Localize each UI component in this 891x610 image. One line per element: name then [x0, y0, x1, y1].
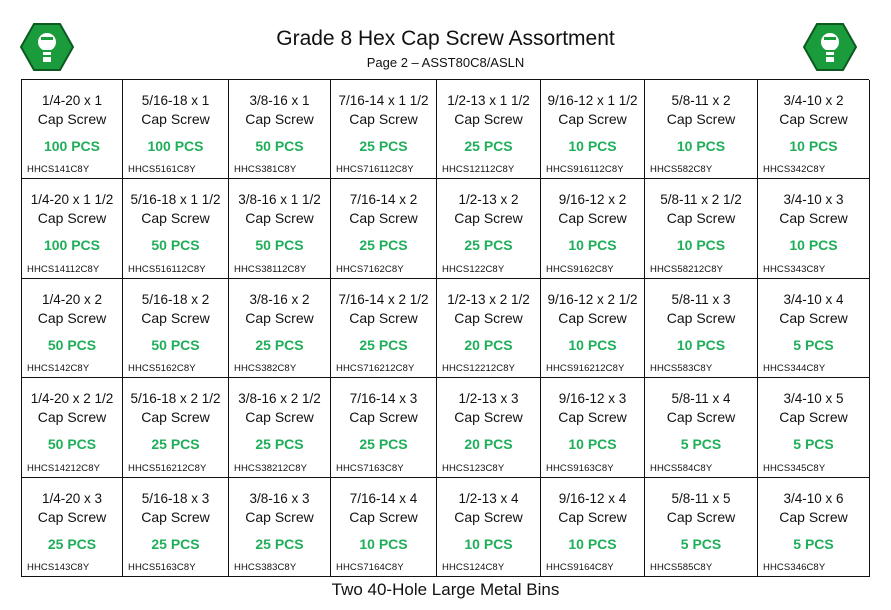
bin-quantity: 10 PCS: [568, 237, 617, 254]
bin-cell: [331, 80, 437, 179]
bin-type: Cap Screw: [454, 309, 523, 326]
bin-quantity: 25 PCS: [255, 535, 304, 552]
bin-quantity: 100 PCS: [43, 237, 101, 254]
bin-type: Cap Screw: [37, 111, 107, 127]
bin-part-number: HHCS9164C8Y: [546, 562, 614, 573]
bin-cell: [541, 80, 645, 179]
bin-size: 5/8-11 x 4: [671, 391, 731, 407]
bin-size: 3/8-16 x 1: [249, 93, 310, 108]
bin-type: Cap Screw: [558, 111, 627, 127]
bin-part-number: HHCS343C8Y: [763, 263, 826, 275]
bin-part-number: HHCS584C8Y: [650, 462, 713, 474]
bin-quantity: 10 PCS: [568, 138, 617, 154]
bin-size: 1/4-20 x 1: [41, 93, 103, 108]
bin-part-number: HHCS916112C8Y: [546, 164, 624, 176]
bin-type: Cap Screw: [141, 508, 210, 525]
bin-type: Cap Screw: [779, 309, 848, 326]
bin-quantity: 10 PCS: [676, 138, 726, 154]
bin-size: 3/8-16 x 2 1/2: [238, 391, 321, 407]
bin-cell: [123, 478, 229, 577]
bin-part-number: HHCS516112C8Y: [128, 263, 206, 275]
bin-part-number: HHCS9162C8Y: [546, 263, 614, 275]
bin-type: Cap Screw: [666, 210, 736, 227]
bin-quantity: 10 PCS: [676, 237, 726, 254]
bin-quantity: 25 PCS: [151, 436, 200, 453]
bin-cell: [22, 279, 123, 378]
bin-part-number: HHCS7163C8Y: [336, 462, 404, 474]
bin-size: 3/4-10 x 5: [783, 391, 844, 407]
bin-cell: [22, 80, 123, 179]
bin-cell: [229, 279, 331, 378]
bin-type: Cap Screw: [37, 409, 107, 426]
bin-quantity: 50 PCS: [255, 138, 304, 154]
bin-type: Cap Screw: [558, 409, 627, 426]
bin-type: Cap Screw: [779, 508, 848, 525]
bin-part-number: HHCS5162C8Y: [128, 363, 196, 375]
bin-cell: [331, 378, 437, 477]
bin-type: Cap Screw: [779, 111, 848, 127]
bin-cell: [437, 279, 541, 378]
bin-cell: [123, 279, 229, 378]
bin-type: Cap Screw: [141, 111, 210, 127]
bin-quantity: 10 PCS: [359, 535, 408, 552]
bin-size: 9/16-12 x 3: [558, 391, 627, 407]
bin-quantity: 5 PCS: [793, 535, 834, 552]
bin-part-number: HHCS124C8Y: [442, 562, 505, 573]
bin-cell: [437, 378, 541, 477]
bin-quantity: 20 PCS: [464, 336, 513, 353]
bin-type: Cap Screw: [37, 309, 107, 326]
bin-type: Cap Screw: [454, 111, 523, 127]
bin-size: 3/4-10 x 2: [783, 93, 844, 108]
bin-type: Cap Screw: [666, 309, 736, 326]
bin-cell: [22, 378, 123, 477]
bin-type: Cap Screw: [349, 508, 418, 525]
bin-cell: [758, 478, 870, 577]
bin-type: Cap Screw: [141, 409, 210, 426]
bin-quantity: 5 PCS: [793, 436, 834, 453]
bin-size: 5/8-11 x 5: [671, 490, 731, 506]
bin-size: 7/16-14 x 1 1/2: [338, 93, 429, 108]
bin-size: 7/16-14 x 4: [349, 490, 418, 506]
footer-caption: Two 40-Hole Large Metal Bins: [331, 580, 560, 599]
bin-size: 9/16-12 x 4: [558, 490, 627, 506]
bin-part-number: HHCS583C8Y: [650, 363, 713, 375]
bin-size: 1/2-13 x 3: [458, 391, 519, 407]
bin-size: 1/2-13 x 4: [458, 490, 519, 506]
bin-part-number: HHCS12212C8Y: [442, 363, 516, 375]
bin-part-number: HHCS12112C8Y: [442, 164, 515, 176]
bin-cell: [758, 179, 870, 278]
bin-cell: [645, 478, 758, 577]
bin-size: 5/8-11 x 2 1/2: [660, 192, 742, 208]
bin-part-number: HHCS916212C8Y: [546, 363, 625, 375]
bin-type: Cap Screw: [666, 409, 736, 426]
bin-quantity: 5 PCS: [793, 336, 834, 353]
bin-quantity: 10 PCS: [676, 336, 726, 353]
bin-part-number: HHCS14112C8Y: [27, 263, 100, 275]
bin-grid: [21, 79, 869, 577]
bin-type: Cap Screw: [37, 508, 107, 525]
bin-cell: [229, 478, 331, 577]
bin-quantity: 10 PCS: [568, 535, 617, 552]
bin-part-number: HHCS38212C8Y: [234, 462, 308, 474]
bin-size: 5/16-18 x 3: [141, 490, 210, 506]
bin-type: Cap Screw: [245, 409, 314, 426]
bin-quantity: 10 PCS: [464, 535, 513, 552]
bin-part-number: HHCS142C8Y: [27, 363, 90, 375]
bin-quantity: 5 PCS: [680, 535, 722, 552]
bin-type: Cap Screw: [245, 210, 314, 227]
bin-part-number: HHCS344C8Y: [763, 363, 826, 375]
bin-size: 9/16-12 x 1 1/2: [547, 93, 638, 108]
bin-type: Cap Screw: [558, 508, 627, 525]
bin-cell: [22, 478, 123, 577]
bin-type: Cap Screw: [779, 409, 848, 426]
bin-type: Cap Screw: [666, 111, 736, 127]
bin-cell: [758, 378, 870, 477]
bin-quantity: 25 PCS: [359, 436, 408, 453]
bin-quantity: 20 PCS: [464, 436, 513, 453]
bin-size: 5/16-18 x 2: [141, 291, 210, 307]
bin-size: 7/16-14 x 2: [349, 192, 418, 208]
bin-size: 5/8-11 x 2: [671, 93, 731, 108]
bin-size: 3/4-10 x 4: [783, 291, 844, 307]
bin-size: 7/16-14 x 2 1/2: [338, 291, 429, 307]
bin-part-number: HHCS582C8Y: [650, 164, 713, 176]
bin-cell: [645, 279, 758, 378]
bin-size: 1/4-20 x 2: [41, 291, 103, 307]
bin-size: 9/16-12 x 2 1/2: [547, 291, 638, 307]
bin-cell: [229, 378, 331, 477]
bin-quantity: 25 PCS: [359, 336, 408, 353]
bin-size: 3/8-16 x 1 1/2: [238, 192, 321, 208]
bin-cell: [541, 279, 645, 378]
bin-size: 3/8-16 x 2: [249, 291, 310, 307]
bin-cell: [645, 378, 758, 477]
page-title: Grade 8 Hex Cap Screw Assortment: [276, 27, 615, 50]
bin-size: 1/2-13 x 2 1/2: [447, 291, 530, 307]
bin-quantity: 100 PCS: [43, 138, 101, 154]
bin-cell: [758, 80, 870, 179]
bin-size: 5/8-11 x 3: [671, 291, 731, 307]
bin-quantity: 10 PCS: [789, 237, 838, 254]
bin-part-number: HHCS38112C8Y: [234, 263, 307, 275]
bin-quantity: 25 PCS: [464, 237, 513, 254]
bin-type: Cap Screw: [454, 210, 523, 227]
bin-part-number: HHCS5161C8Y: [128, 164, 196, 176]
bin-part-number: HHCS9163C8Y: [546, 462, 614, 474]
bin-type: Cap Screw: [454, 409, 523, 426]
bin-cell: [758, 279, 870, 378]
bin-part-number: HHCS716112C8Y: [336, 164, 414, 176]
bin-cell: [645, 179, 758, 278]
bin-cell: [437, 179, 541, 278]
bin-size: 1/4-20 x 3: [41, 490, 103, 506]
bin-quantity: 25 PCS: [255, 436, 304, 453]
bin-quantity: 10 PCS: [568, 436, 617, 453]
bin-size: 7/16-14 x 3: [349, 391, 418, 407]
bin-size: 5/16-18 x 1 1/2: [130, 192, 221, 208]
bin-cell: [541, 378, 645, 477]
bin-cell: [541, 478, 645, 577]
bin-quantity: 10 PCS: [568, 336, 617, 353]
bin-quantity: 100 PCS: [147, 138, 204, 154]
bin-cell: [229, 80, 331, 179]
bin-type: Cap Screw: [245, 508, 314, 525]
bin-size: 1/4-20 x 1 1/2: [30, 192, 114, 208]
bin-cell: [22, 179, 123, 278]
bin-cell: [123, 378, 229, 477]
bin-part-number: HHCS346C8Y: [763, 562, 826, 573]
bin-quantity: 50 PCS: [255, 237, 304, 254]
bin-type: Cap Screw: [779, 210, 848, 227]
bin-part-number: HHCS5163C8Y: [128, 562, 196, 573]
bin-quantity: 25 PCS: [464, 138, 513, 154]
bin-cell: [437, 478, 541, 577]
bin-type: Cap Screw: [454, 508, 523, 525]
bin-part-number: HHCS14212C8Y: [27, 462, 101, 474]
bin-part-number: HHCS58212C8Y: [650, 263, 724, 275]
bin-part-number: HHCS123C8Y: [442, 462, 505, 474]
bin-part-number: HHCS345C8Y: [763, 462, 826, 474]
bin-part-number: HHCS143C8Y: [27, 562, 90, 573]
bin-cell: [331, 179, 437, 278]
bin-size: 3/4-10 x 3: [783, 192, 844, 208]
bin-type: Cap Screw: [141, 210, 210, 227]
page-subtitle: Page 2 – ASST80C8/ASLN: [366, 55, 525, 70]
bin-part-number: HHCS381C8Y: [234, 164, 297, 176]
bin-cell: [229, 179, 331, 278]
bin-size: 1/4-20 x 2 1/2: [30, 391, 114, 407]
bin-type: Cap Screw: [558, 309, 627, 326]
bin-quantity: 10 PCS: [789, 138, 838, 154]
bin-size: 3/8-16 x 3: [249, 490, 310, 506]
bin-quantity: 50 PCS: [47, 336, 97, 353]
bin-type: Cap Screw: [349, 409, 418, 426]
bin-type: Cap Screw: [666, 508, 736, 525]
bin-quantity: 25 PCS: [255, 336, 304, 353]
bin-cell: [437, 80, 541, 179]
bin-cell: [331, 279, 437, 378]
bin-size: 3/4-10 x 6: [783, 490, 844, 506]
bin-cell: [331, 478, 437, 577]
bin-part-number: HHCS585C8Y: [650, 562, 713, 573]
bin-part-number: HHCS716212C8Y: [336, 363, 415, 375]
bin-type: Cap Screw: [349, 111, 418, 127]
bin-quantity: 5 PCS: [680, 436, 722, 453]
bin-cell: [541, 179, 645, 278]
bin-part-number: HHCS382C8Y: [234, 363, 297, 375]
bin-cell: [123, 179, 229, 278]
bin-quantity: 50 PCS: [151, 336, 200, 353]
bin-size: 1/2-13 x 1 1/2: [447, 93, 530, 108]
bin-quantity: 25 PCS: [151, 535, 200, 552]
bin-part-number: HHCS122C8Y: [442, 263, 505, 275]
bin-part-number: HHCS7164C8Y: [336, 562, 404, 573]
bin-type: Cap Screw: [349, 210, 418, 227]
bin-size: 5/16-18 x 1: [141, 93, 210, 108]
bin-cell: [645, 80, 758, 179]
bin-quantity: 25 PCS: [359, 237, 408, 254]
bin-type: Cap Screw: [141, 309, 210, 326]
bin-part-number: HHCS141C8Y: [27, 164, 90, 176]
bin-size: 5/16-18 x 2 1/2: [130, 391, 221, 407]
bin-quantity: 25 PCS: [359, 138, 408, 154]
bin-type: Cap Screw: [558, 210, 627, 227]
bin-part-number: HHCS7162C8Y: [336, 263, 404, 275]
bin-size: 9/16-12 x 2: [558, 192, 627, 208]
bin-cell: [123, 80, 229, 179]
bin-quantity: 50 PCS: [151, 237, 200, 254]
bin-part-number: HHCS342C8Y: [763, 164, 826, 176]
bin-quantity: 25 PCS: [47, 535, 97, 552]
bin-type: Cap Screw: [245, 111, 314, 127]
bin-part-number: HHCS516212C8Y: [128, 462, 207, 474]
bin-part-number: HHCS383C8Y: [234, 562, 297, 573]
bin-type: Cap Screw: [349, 309, 418, 326]
bin-quantity: 50 PCS: [47, 436, 97, 453]
bin-size: 1/2-13 x 2: [458, 192, 519, 208]
bin-type: Cap Screw: [245, 309, 314, 326]
bin-type: Cap Screw: [37, 210, 107, 227]
